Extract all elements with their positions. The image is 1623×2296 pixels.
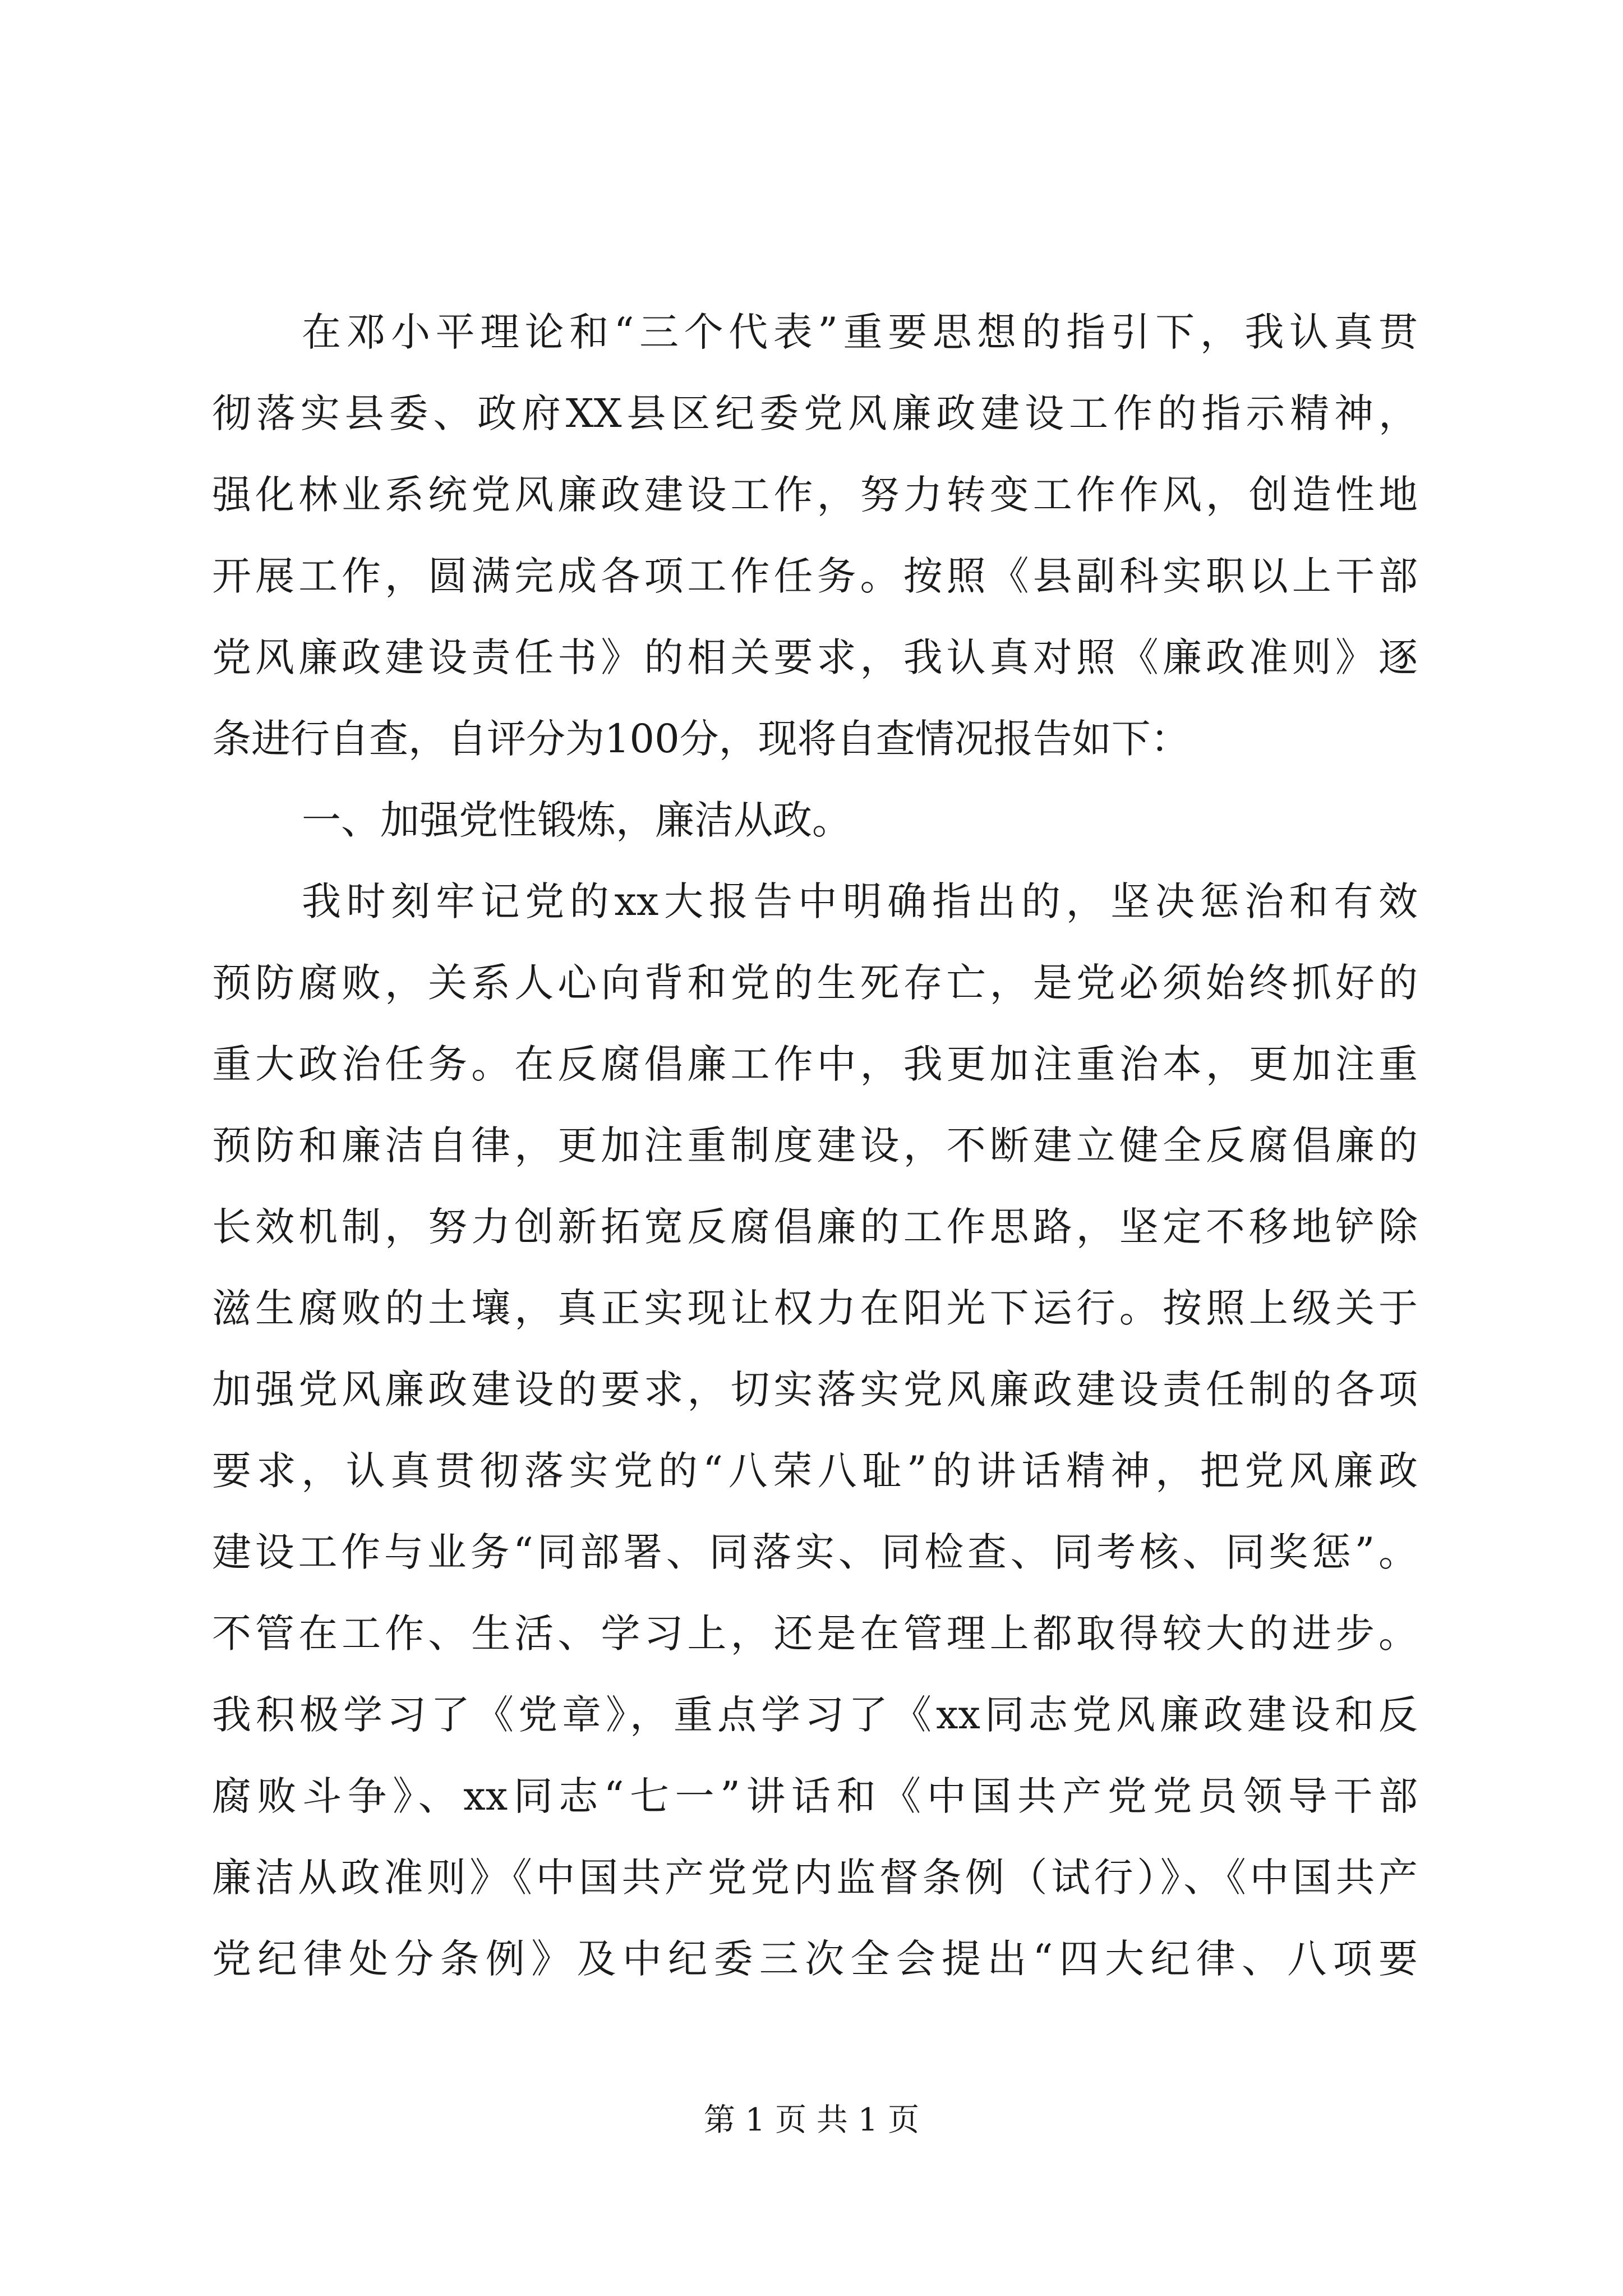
section-heading: 一、加强党性锻炼，廉洁从政。 xyxy=(302,797,851,843)
text-line: 预防腐败，关系人心向背和党的生死存亡，是党必须始终抓好的 xyxy=(212,960,1418,1006)
text-line: 党风廉政建设责任书》的相关要求，我认真对照《廉政准则》逐 xyxy=(212,634,1418,680)
text-line: 彻落实县委、政府XX县区纪委党风廉政建设工作的指示精神， xyxy=(212,390,1418,436)
text-line: 建设工作与业务“同部署、同落实、同检查、同考核、同奖惩”。 xyxy=(212,1529,1418,1575)
text-line: 要求，认真贯彻落实党的“八荣八耻”的讲话精神，把党风廉政 xyxy=(212,1448,1418,1494)
text-line: 不管在工作、生活、学习上，还是在管理上都取得较大的进步。 xyxy=(212,1611,1418,1657)
text-line: 党纪律处分条例》及中纪委三次全会提出“四大纪律、八项要 xyxy=(212,1936,1418,1982)
text-line: 开展工作，圆满完成各项工作任务。按照《县副科实职以上干部 xyxy=(212,553,1418,599)
document-body xyxy=(212,292,1418,2000)
text-line: 腐败斗争》、xx同志“七一”讲话和《中国共产党党员领导干部 xyxy=(212,1773,1418,1819)
page-number-footer: 第 1 页 共 1 页 xyxy=(703,2102,920,2138)
text-line: 强化林业系统党风廉政建设工作，努力转变工作作风，创造性地 xyxy=(212,472,1418,518)
text-line: 滋生腐败的土壤，真正实现让权力在阳光下运行。按照上级关于 xyxy=(212,1285,1418,1331)
text-line: 我时刻牢记党的xx大报告中明确指出的，坚决惩治和有效 xyxy=(302,878,1418,924)
text-line: 我积极学习了《党章》，重点学习了《xx同志党风廉政建设和反 xyxy=(212,1692,1418,1738)
text-line: 重大政治任务。在反腐倡廉工作中，我更加注重治本，更加注重 xyxy=(212,1041,1418,1087)
text-line: 在邓小平理论和“三个代表”重要思想的指引下，我认真贯 xyxy=(302,309,1418,355)
text-line: 加强党风廉政建设的要求，切实落实党风廉政建设责任制的各项 xyxy=(212,1366,1418,1412)
text-line: 廉洁从政准则》《中国共产党党内监督条例（试行）》、《中国共产 xyxy=(212,1855,1418,1901)
text-line: 条进行自查，自评分为100分，现将自查情况报告如下： xyxy=(212,716,1190,762)
text-line: 预防和廉洁自律，更加注重制度建设，不断建立健全反腐倡廉的 xyxy=(212,1122,1418,1168)
text-line: 长效机制，努力创新拓宽反腐倡廉的工作思路，坚定不移地铲除 xyxy=(212,1204,1418,1250)
